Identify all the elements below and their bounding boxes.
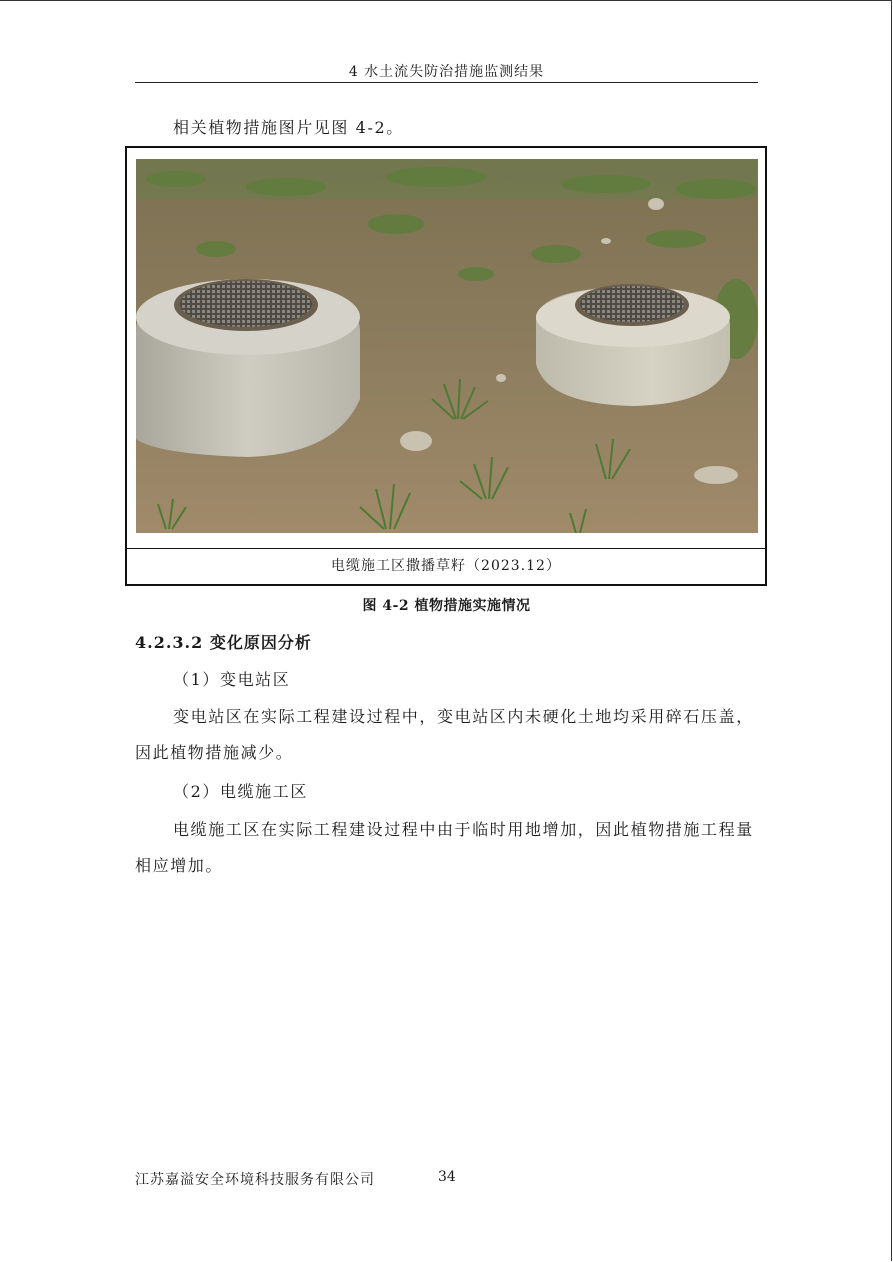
- sub2-title: （2）电缆施工区: [173, 782, 308, 801]
- sub2-paragraph: 电缆施工区在实际工程建设过程中由于临时用地增加，因此植物措施工程量相应增加。: [135, 820, 754, 875]
- running-header: 4 水土流失防治措施监测结果: [348, 64, 545, 80]
- header-rule: [135, 82, 758, 83]
- figure-caption: 图 4-2 植物措施实施情况: [362, 598, 531, 614]
- photo-label: 电缆施工区撒播草籽（2023.12）: [331, 558, 561, 574]
- photo-manholes-grass: [136, 159, 758, 533]
- sub1-title: （1）变电站区: [173, 670, 291, 689]
- figure-frame: [125, 146, 767, 586]
- sub1-paragraph: 变电站区在实际工程建设过程中，变电站区内未硬化土地均采用碎石压盖，因此植物措施减少。: [135, 707, 754, 762]
- page-number: 34: [438, 1169, 456, 1185]
- intro-paragraph: 相关植物措施图片见图 4-2。: [173, 118, 404, 137]
- footer-company: 江苏嘉溢安全环境科技服务有限公司: [135, 1172, 375, 1188]
- section-heading: 4.2.3.2 变化原因分析: [135, 633, 312, 652]
- figure-divider: [127, 548, 765, 549]
